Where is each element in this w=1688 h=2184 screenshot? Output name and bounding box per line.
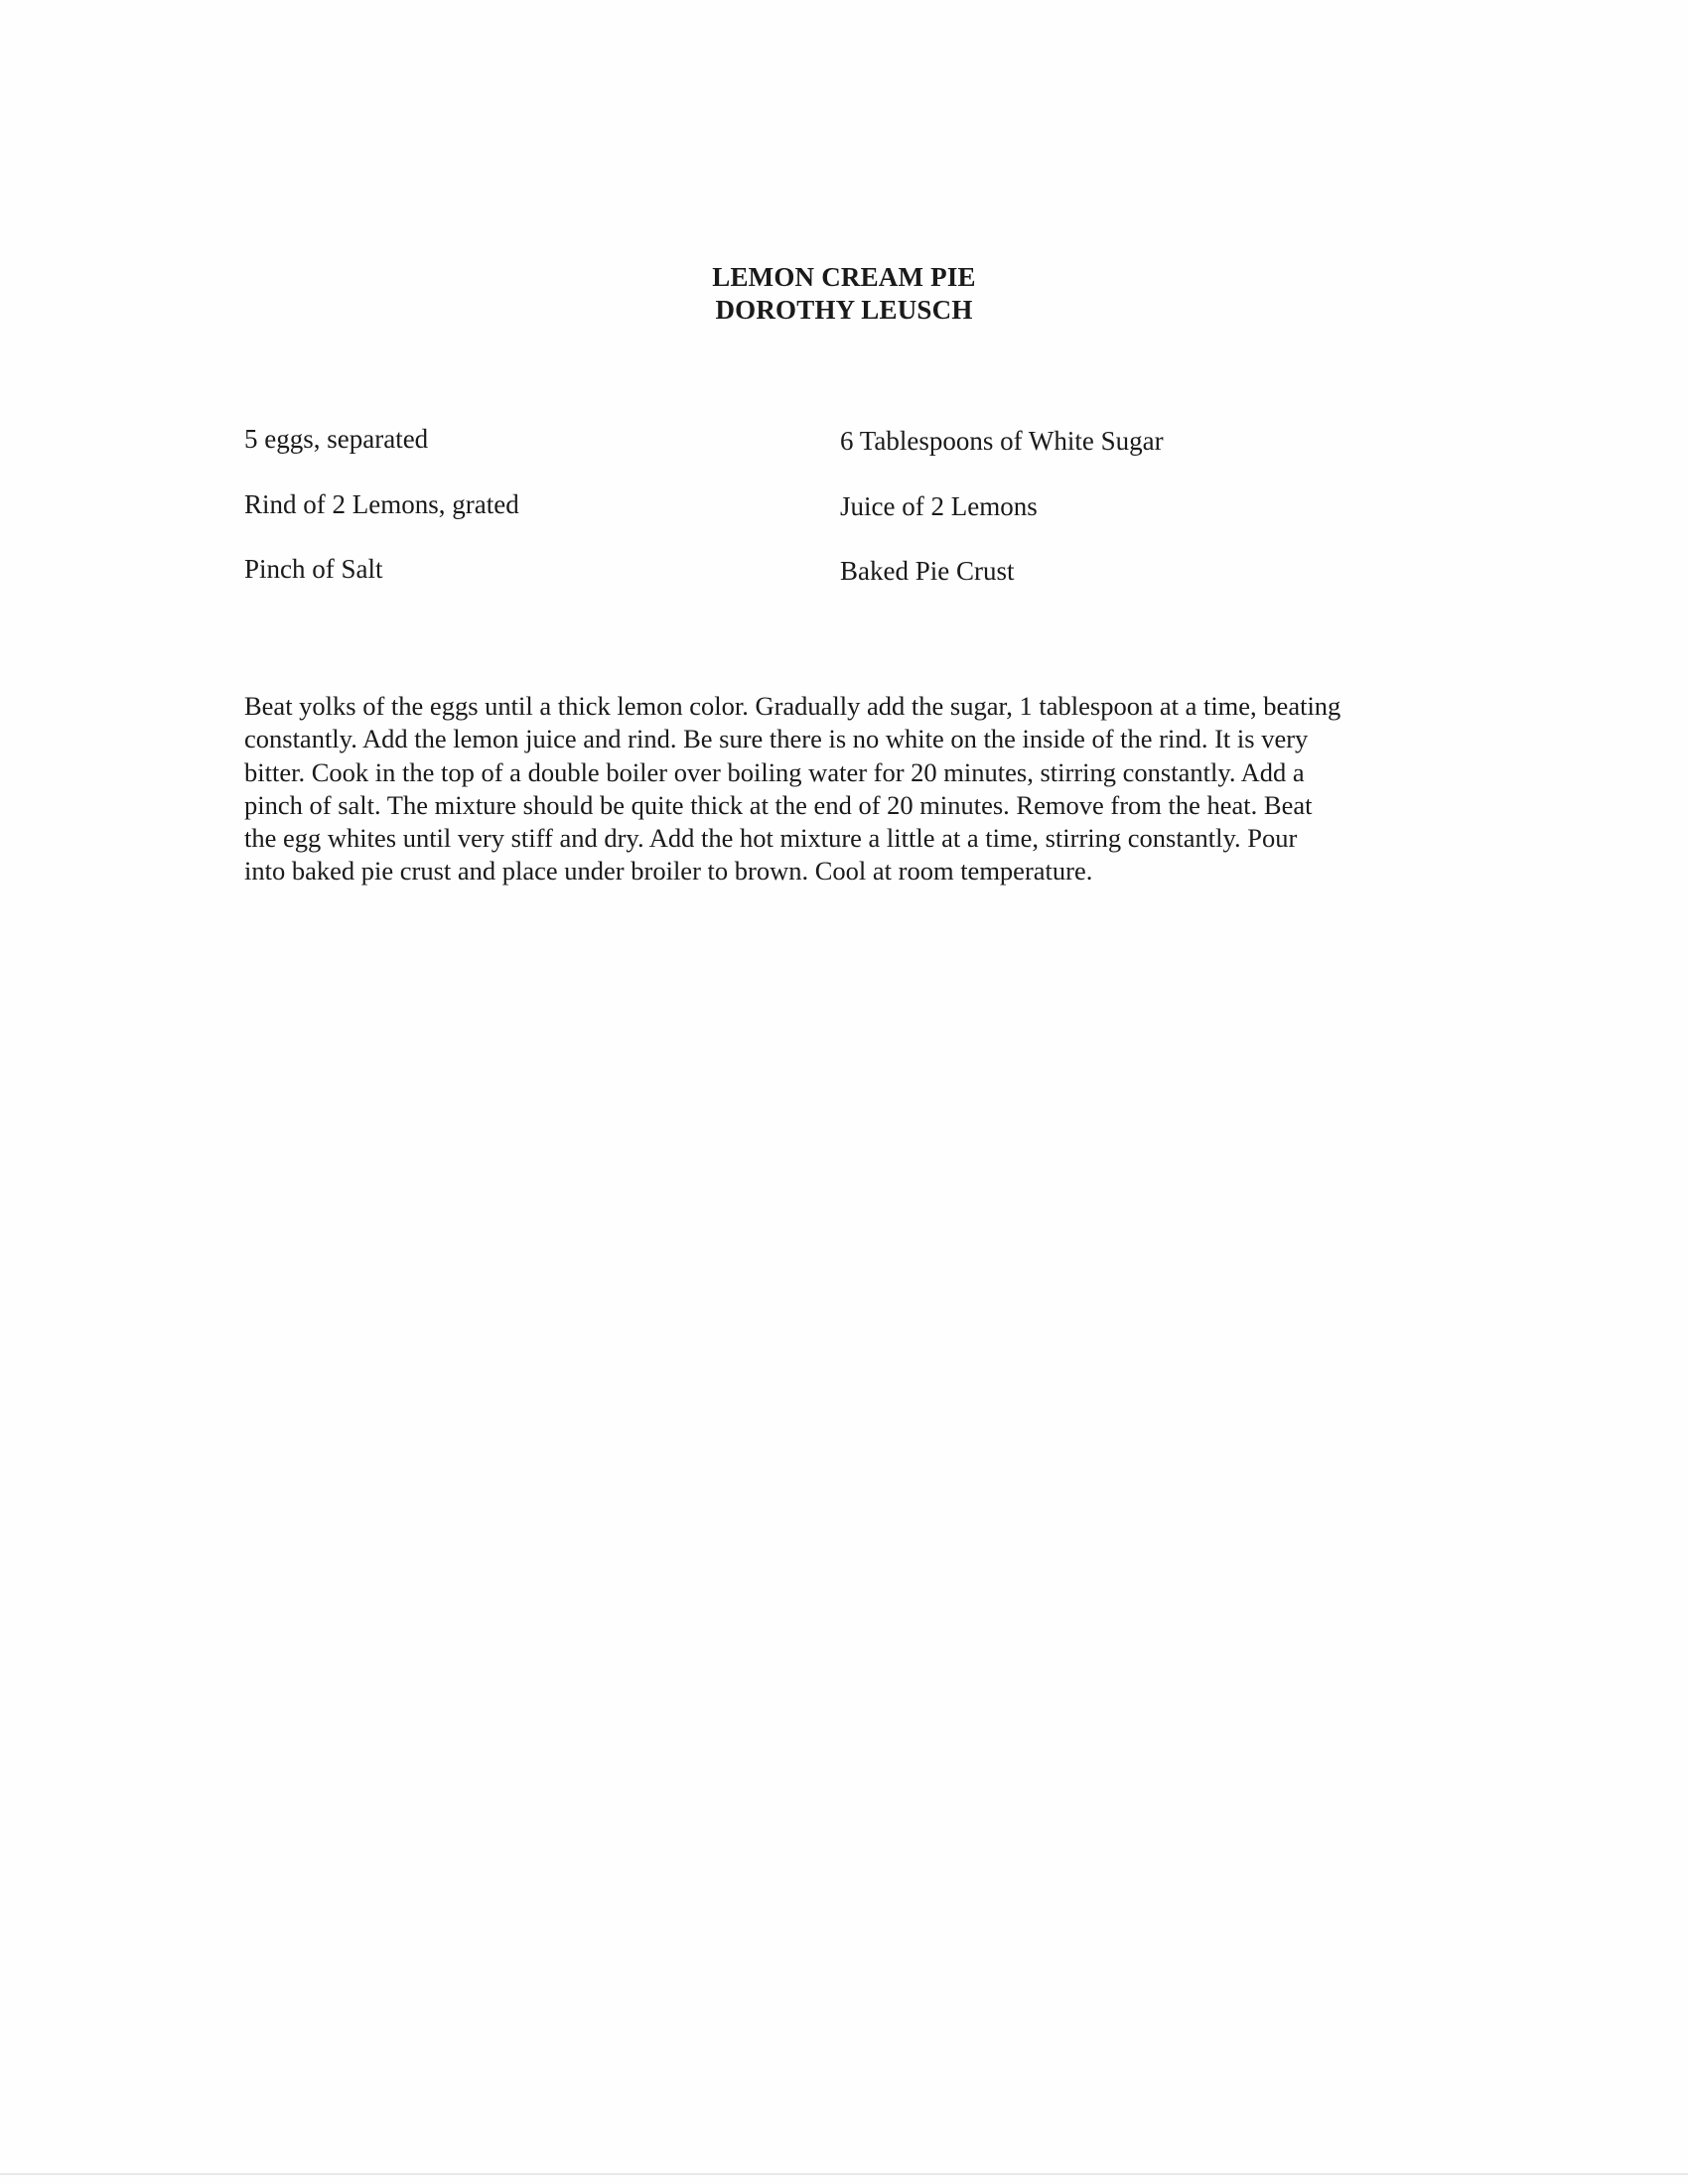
ingredient-item: Juice of 2 Lemons xyxy=(840,491,1038,521)
method-paragraph xyxy=(244,690,1436,888)
method-line: bitter. Cook in the top of a double boiler over boiling water for 20 minutes, stirring constantly. Add a xyxy=(244,756,1305,787)
ingredient-list xyxy=(0,0,1688,695)
ingredient-item: 6 Tablespoons of White Sugar xyxy=(840,426,1164,456)
method-line: constantly. Add the lemon juice and rind. Be sure there is no white on the inside of the rind. It is very xyxy=(244,724,1309,754)
recipe-title: LEMON CREAM PIE xyxy=(712,262,976,292)
method-line: pinch of salt. The mixture should be quite thick at the end of 20 minutes. Remove from the heat. Beat xyxy=(244,789,1313,820)
ingredient-item: Rind of 2 Lemons, grated xyxy=(244,489,519,519)
method-line: Beat yolks of the eggs until a thick lemon color. Gradually add the sugar, 1 tablespoon at a time, beating xyxy=(244,691,1341,721)
method-line: the egg whites until very stiff and dry. Add the hot mixture a little at a time, stirring constantly. Pour xyxy=(244,823,1298,854)
scan-edge-divider xyxy=(0,2173,1688,2175)
recipe-author: DOROTHY LEUSCH xyxy=(715,295,973,325)
ingredient-item: Pinch of Salt xyxy=(244,554,383,584)
ingredient-item: Baked Pie Crust xyxy=(840,556,1015,586)
ingredient-item: 5 eggs, separated xyxy=(244,424,429,454)
method-line: into baked pie crust and place under broiler to brown. Cool at room temperature. xyxy=(244,856,1093,887)
